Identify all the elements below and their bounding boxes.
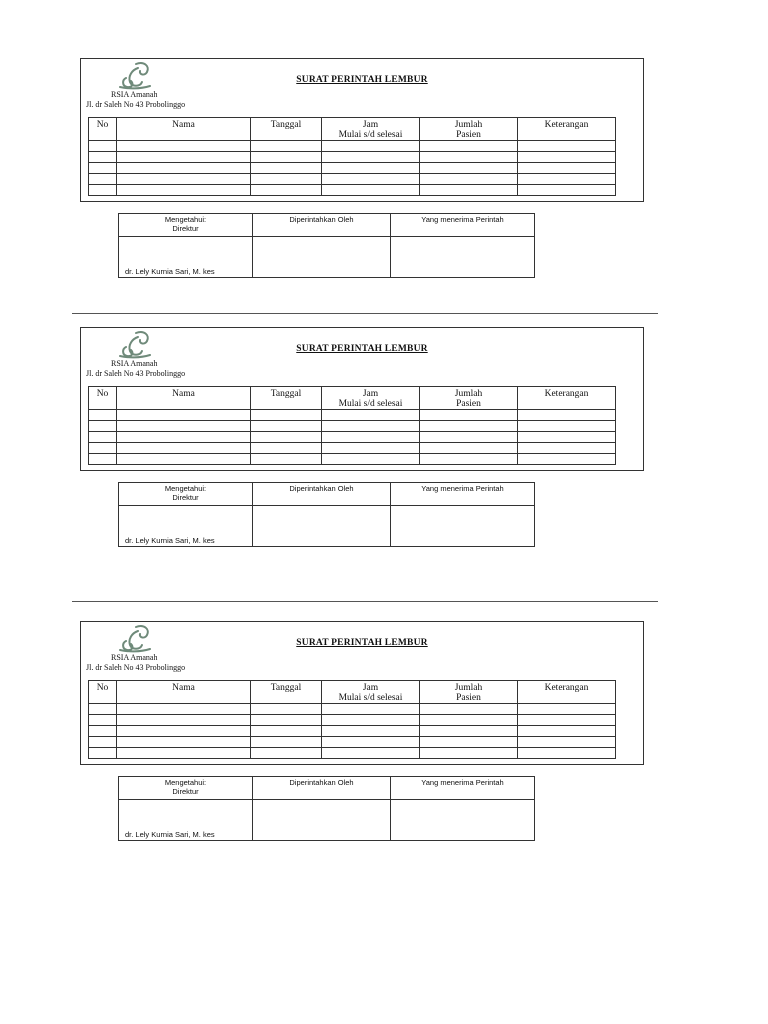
column-header-line: Jumlah (454, 683, 483, 693)
table-cell[interactable] (420, 185, 518, 196)
table-cell[interactable] (89, 715, 117, 726)
table-cell[interactable] (518, 141, 616, 152)
table-cell[interactable] (251, 152, 322, 163)
form-header-box (80, 621, 644, 765)
signature-header-row (119, 214, 535, 237)
signature-header-line: Mengetahui: (164, 215, 207, 224)
table-cell[interactable] (89, 737, 117, 748)
column-header (89, 681, 117, 704)
signature-header-line: Yang menerima Perintah (421, 215, 504, 224)
column-header (322, 681, 420, 704)
table-cell[interactable] (322, 715, 420, 726)
column-header-line: Jumlah (454, 389, 483, 399)
signature-header-line: Mengetahui: (164, 484, 207, 493)
column-header-line: Nama (172, 120, 195, 130)
table-cell[interactable] (251, 410, 322, 421)
table-cell[interactable] (420, 421, 518, 432)
table-cell[interactable] (322, 410, 420, 421)
table-cell[interactable] (420, 410, 518, 421)
table-row (89, 454, 616, 465)
table-cell[interactable] (518, 454, 616, 465)
table-cell[interactable] (518, 715, 616, 726)
table-row (89, 421, 616, 432)
organization-name: RSIA Amanah (111, 90, 158, 99)
signature-header-line: Direktur (172, 787, 199, 796)
signature-header-line: Diperintahkan Oleh (289, 778, 354, 787)
column-header-line: Jumlah (454, 120, 483, 130)
table-cell[interactable] (251, 748, 322, 759)
table-cell[interactable] (420, 454, 518, 465)
signature-header-line: Diperintahkan Oleh (289, 484, 354, 493)
overtime-table (88, 386, 616, 465)
signature-header (391, 483, 535, 506)
table-row (89, 152, 616, 163)
table-cell[interactable] (251, 454, 322, 465)
column-header-line: Tanggal (270, 120, 302, 130)
column-header (89, 387, 117, 410)
table-cell[interactable] (117, 748, 251, 759)
table-row (89, 432, 616, 443)
table-cell[interactable] (117, 410, 251, 421)
column-header (518, 681, 616, 704)
signatory-name: dr. Lely Kurnia Sari, M. kes (125, 267, 215, 276)
column-header-line: No (96, 389, 109, 399)
table-cell[interactable] (420, 737, 518, 748)
table-cell[interactable] (89, 748, 117, 759)
table-cell[interactable] (251, 141, 322, 152)
table-cell[interactable] (322, 185, 420, 196)
table-cell[interactable] (518, 174, 616, 185)
signature-header-line: Yang menerima Perintah (421, 484, 504, 493)
table-cell[interactable] (117, 443, 251, 454)
table-cell[interactable] (420, 443, 518, 454)
table-cell[interactable] (117, 152, 251, 163)
signature-header-row (119, 483, 535, 506)
organization-address: Jl. dr Saleh No 43 Probolinggo (86, 663, 186, 672)
table-row (89, 748, 616, 759)
table-cell[interactable] (117, 737, 251, 748)
column-header-line: No (96, 683, 109, 693)
signature-header (119, 777, 253, 800)
table-header-row (89, 118, 616, 141)
table-row (89, 174, 616, 185)
signature-row (119, 237, 535, 278)
table-cell[interactable] (420, 432, 518, 443)
signature-header (253, 777, 391, 800)
table-cell[interactable] (117, 432, 251, 443)
column-header (420, 681, 518, 704)
table-cell[interactable] (251, 443, 322, 454)
table-cell[interactable] (322, 748, 420, 759)
table-cell[interactable] (117, 715, 251, 726)
form-header-box (80, 327, 644, 471)
signature-cell-ordered-by[interactable] (253, 506, 391, 547)
column-header (518, 118, 616, 141)
table-cell[interactable] (420, 152, 518, 163)
column-header-line: Jam (362, 389, 379, 399)
table-cell[interactable] (322, 454, 420, 465)
signature-header-line: Diperintahkan Oleh (289, 215, 354, 224)
table-row (89, 715, 616, 726)
table-cell[interactable] (518, 704, 616, 715)
signature-cell-director[interactable] (119, 237, 253, 278)
signature-row (119, 800, 535, 841)
table-cell[interactable] (89, 421, 117, 432)
signatory-name: dr. Lely Kurnia Sari, M. kes (125, 536, 215, 545)
table-cell[interactable] (251, 704, 322, 715)
signatory-name: dr. Lely Kurnia Sari, M. kes (125, 830, 215, 839)
table-cell[interactable] (322, 737, 420, 748)
table-cell[interactable] (251, 432, 322, 443)
table-cell[interactable] (518, 432, 616, 443)
cut-line-divider (72, 313, 658, 314)
table-row (89, 141, 616, 152)
table-cell[interactable] (117, 163, 251, 174)
signature-row (119, 506, 535, 547)
table-cell[interactable] (251, 737, 322, 748)
signature-header (119, 214, 253, 237)
table-row (89, 726, 616, 737)
overtime-form (0, 621, 768, 851)
column-header (89, 118, 117, 141)
signature-cell-director[interactable] (119, 800, 253, 841)
table-cell[interactable] (89, 152, 117, 163)
table-cell[interactable] (420, 163, 518, 174)
signature-header-line: Direktur (172, 493, 199, 502)
document-title: SURAT PERINTAH LEMBUR (296, 75, 428, 85)
signature-table (118, 482, 535, 547)
table-row (89, 410, 616, 421)
column-header-line: Keterangan (544, 389, 589, 399)
organization-name: RSIA Amanah (111, 359, 158, 368)
document-title: SURAT PERINTAH LEMBUR (296, 344, 428, 354)
organization-address: Jl. dr Saleh No 43 Probolinggo (86, 100, 186, 109)
cut-line-divider (72, 601, 658, 602)
column-header (251, 681, 322, 704)
table-cell[interactable] (518, 410, 616, 421)
column-header-line: Keterangan (544, 683, 589, 693)
table-cell[interactable] (89, 410, 117, 421)
table-cell[interactable] (518, 748, 616, 759)
table-cell[interactable] (117, 421, 251, 432)
table-row (89, 163, 616, 174)
table-cell[interactable] (251, 726, 322, 737)
document-title: SURAT PERINTAH LEMBUR (296, 638, 428, 648)
column-header (251, 387, 322, 410)
column-header-line: Pasien (456, 399, 481, 409)
overtime-table (88, 680, 616, 759)
table-cell[interactable] (518, 185, 616, 196)
table-cell[interactable] (117, 726, 251, 737)
overtime-form (0, 327, 768, 557)
signature-header (119, 483, 253, 506)
column-header-line: Nama (172, 389, 195, 399)
signature-header (253, 214, 391, 237)
column-header-line: Keterangan (544, 120, 589, 130)
table-row (89, 737, 616, 748)
table-cell[interactable] (518, 152, 616, 163)
table-cell[interactable] (117, 704, 251, 715)
column-header-line: Mulai s/d selesai (338, 693, 403, 703)
table-cell[interactable] (251, 174, 322, 185)
table-cell[interactable] (89, 174, 117, 185)
table-cell[interactable] (89, 704, 117, 715)
signature-cell-ordered-by[interactable] (253, 237, 391, 278)
signature-cell-ordered-by[interactable] (253, 800, 391, 841)
table-cell[interactable] (420, 748, 518, 759)
column-header-line: Mulai s/d selesai (338, 399, 403, 409)
table-cell[interactable] (322, 141, 420, 152)
column-header (251, 118, 322, 141)
table-cell[interactable] (251, 421, 322, 432)
signature-header-line: Direktur (172, 224, 199, 233)
column-header (117, 387, 251, 410)
table-header-row (89, 387, 616, 410)
signature-cell-receiver[interactable] (391, 506, 535, 547)
column-header-line: Jam (362, 120, 379, 130)
table-cell[interactable] (89, 163, 117, 174)
column-header-line: Mulai s/d selesai (338, 130, 403, 140)
column-header-line: Tanggal (270, 683, 302, 693)
column-header (420, 387, 518, 410)
column-header-line: No (96, 120, 109, 130)
column-header (117, 118, 251, 141)
signature-cell-receiver[interactable] (391, 800, 535, 841)
column-header (518, 387, 616, 410)
signature-cell-receiver[interactable] (391, 237, 535, 278)
table-cell[interactable] (251, 163, 322, 174)
table-cell[interactable] (518, 726, 616, 737)
column-header-line: Nama (172, 683, 195, 693)
table-cell[interactable] (117, 141, 251, 152)
overtime-table (88, 117, 616, 196)
table-row (89, 704, 616, 715)
table-cell[interactable] (89, 454, 117, 465)
signature-header (391, 777, 535, 800)
table-cell[interactable] (89, 432, 117, 443)
table-cell[interactable] (322, 421, 420, 432)
table-cell[interactable] (251, 715, 322, 726)
table-cell[interactable] (251, 185, 322, 196)
table-cell[interactable] (420, 704, 518, 715)
table-cell[interactable] (117, 185, 251, 196)
table-cell[interactable] (518, 443, 616, 454)
table-cell[interactable] (420, 715, 518, 726)
signature-header-row (119, 777, 535, 800)
table-cell[interactable] (89, 185, 117, 196)
table-header-row (89, 681, 616, 704)
table-cell[interactable] (322, 152, 420, 163)
table-cell[interactable] (518, 737, 616, 748)
column-header (322, 118, 420, 141)
column-header (117, 681, 251, 704)
table-cell[interactable] (420, 726, 518, 737)
overtime-form (0, 58, 768, 288)
signature-table (118, 213, 535, 278)
signature-header (391, 214, 535, 237)
table-cell[interactable] (322, 432, 420, 443)
table-cell[interactable] (322, 443, 420, 454)
signature-cell-director[interactable] (119, 506, 253, 547)
table-cell[interactable] (322, 163, 420, 174)
table-cell[interactable] (420, 141, 518, 152)
column-header-line: Pasien (456, 693, 481, 703)
table-row (89, 185, 616, 196)
table-row (89, 443, 616, 454)
table-cell[interactable] (89, 141, 117, 152)
table-cell[interactable] (322, 726, 420, 737)
table-cell[interactable] (322, 704, 420, 715)
signature-table (118, 776, 535, 841)
table-cell[interactable] (89, 726, 117, 737)
table-cell[interactable] (117, 174, 251, 185)
signature-header-line: Yang menerima Perintah (421, 778, 504, 787)
table-cell[interactable] (117, 454, 251, 465)
table-cell[interactable] (420, 174, 518, 185)
table-cell[interactable] (89, 443, 117, 454)
table-cell[interactable] (518, 163, 616, 174)
signature-header-line: Mengetahui: (164, 778, 207, 787)
column-header (420, 118, 518, 141)
table-cell[interactable] (518, 421, 616, 432)
column-header (322, 387, 420, 410)
organization-address: Jl. dr Saleh No 43 Probolinggo (86, 369, 186, 378)
column-header-line: Tanggal (270, 389, 302, 399)
column-header-line: Pasien (456, 130, 481, 140)
form-header-box (80, 58, 644, 202)
column-header-line: Jam (362, 683, 379, 693)
table-cell[interactable] (322, 174, 420, 185)
organization-name: RSIA Amanah (111, 653, 158, 662)
signature-header (253, 483, 391, 506)
